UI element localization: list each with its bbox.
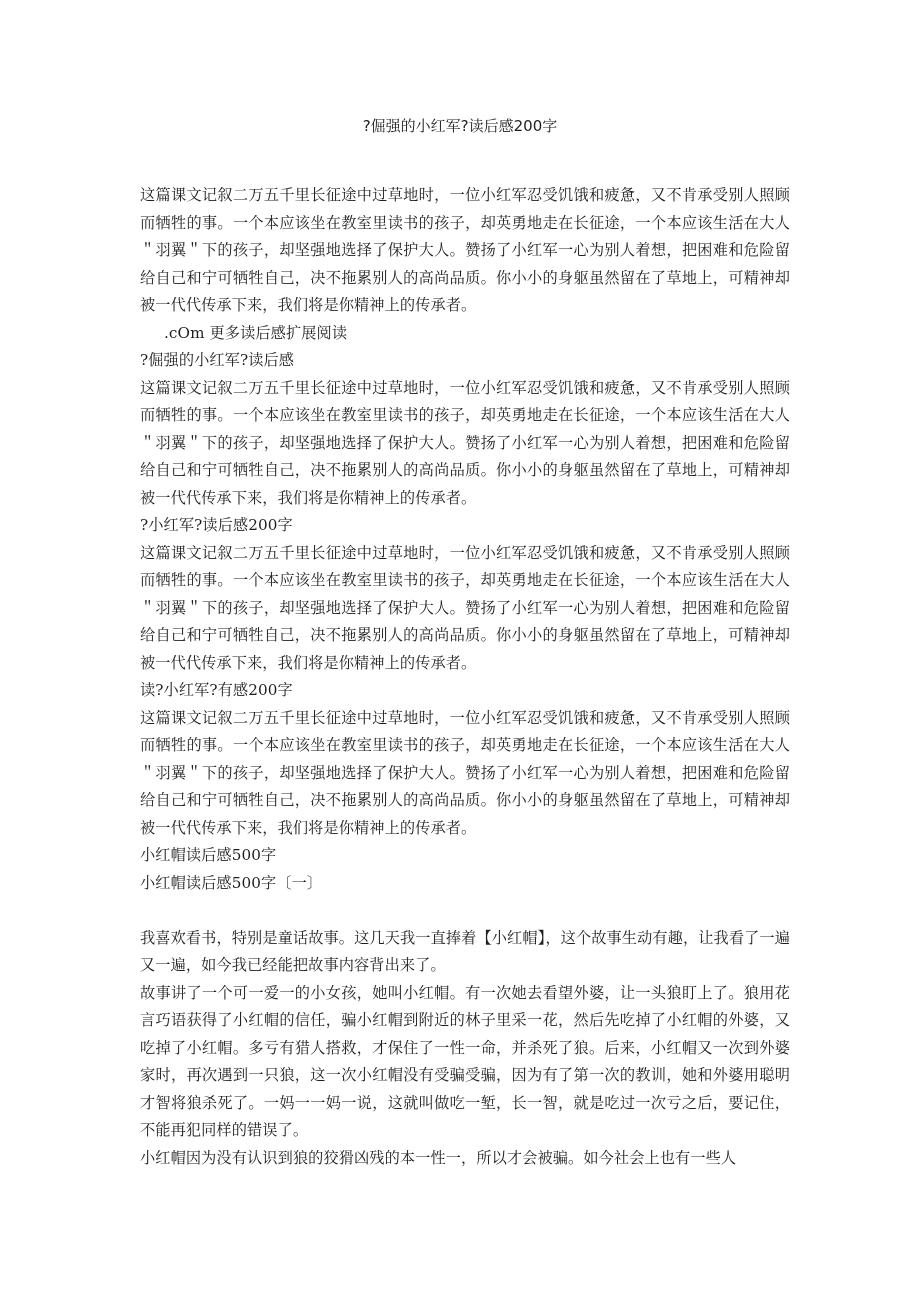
blank-line xyxy=(140,897,790,925)
paragraph: 我喜欢看书，特别是童话故事。这几天我一直捧着【小红帽】，这个故事生动有趣，让我看了一遍又一遍，如今我已经能把故事内容背出来了。 xyxy=(140,928,790,974)
section-heading: ?小红军?读后感200字 xyxy=(140,516,293,534)
section-heading: 读?小红军?有感200字 xyxy=(140,681,293,699)
section-heading: ?倔强的小红军?读后感 xyxy=(140,351,295,369)
more-reading-link[interactable]: .cOm 更多读后感扩展阅读 xyxy=(164,323,348,342)
paragraph: 这篇课文记叙二万五千里长征途中过草地时，一位小红军忍受饥饿和疲惫，又不肯承受别人照顾而牺牲的事。一个本应该坐在教室里读书的孩子，却英勇地走在长征途，一个本应该生活在大人＂羽翼＂下的孩子，却坚强地选择了保护大人。赞扬了小红军一心为别人着想，把困难和危险留给自己和宁可牺牲自己，决不拖累别人的高尚品质。你小小的身躯虽然留在了草地上，可精神却被一代代传承下来，我们将是你精神上的传承者。 xyxy=(140,378,790,507)
paragraph: 这篇课文记叙二万五千里长征途中过草地时，一位小红军忍受饥饿和疲惫，又不肯承受别人照顾而牺牲的事。一个本应该坐在教室里读书的孩子，却英勇地走在长征途，一个本应该生活在大人＂羽翼＂下的孩子，却坚强地选择了保护大人。赞扬了小红军一心为别人着想，把困难和危险留给自己和宁可牺牲自己，决不拖累别人的高尚品质。你小小的身躯虽然留在了草地上，可精神却被一代代传承下来，我们将是你精神上的传承者。 xyxy=(140,543,790,672)
paragraph: 故事讲了一个可一爱一的小女孩，她叫小红帽。有一次她去看望外婆，让一头狼盯上了。狼用花言巧语获得了小红帽的信任，骗小红帽到附近的林子里采一花，然后先吃掉了小红帽的外婆，又吃掉了小红帽。多亏有猎人搭救，才保住了一性一命，并杀死了狼。后来，小红帽又一次到外婆家时，再次遇到一只狼，这一次小红帽没有受骗受骗，因为有了第一次的教训，她和外婆用聪明才智将狼杀死了。一妈一一妈一说，这就叫做吃一堑，长一智，就是吃过一次亏之后，要记住，不能再犯同样的错误了。 xyxy=(140,983,790,1139)
document-title: ?倔强的小红军?读后感200字 xyxy=(362,117,558,135)
paragraph: 这篇课文记叙二万五千里长征途中过草地时，一位小红军忍受饥饿和疲惫，又不肯承受别人照顾而牺牲的事。一个本应该坐在教室里读书的孩子，却英勇地走在长征途，一个本应该生活在大人＂羽翼＂下的孩子，却坚强地选择了保护大人。赞扬了小红军一心为别人着想，把困难和危险留给自己和宁可牺牲自己，决不拖累别人的高尚品质。你小小的身躯虽然留在了草地上，可精神却被一代代传承下来，我们将是你精神上的传承者。 xyxy=(140,708,790,837)
section-heading: 小红帽读后感500字 xyxy=(140,846,277,864)
paragraph: 这篇课文记叙二万五千里长征途中过草地时，一位小红军忍受饥饿和疲惫，又不肯承受别人照顾而牺牲的事。一个本应该坐在教室里读书的孩子，却英勇地走在长征途，一个本应该生活在大人＂羽翼＂下的孩子，却坚强地选择了保护大人。赞扬了小红军一心为别人着想，把困难和危险留给自己和宁可牺牲自己，决不拖累别人的高尚品质。你小小的身躯虽然留在了草地上，可精神却被一代代传承下来，我们将是你精神上的传承者。 xyxy=(140,186,790,314)
section-subheading: 小红帽读后感500字〔一〕 xyxy=(140,873,323,892)
paragraph: 小红帽因为没有认识到狼的狡猾凶残的本一性一，所以才会被骗。如今社会上也有一些人 xyxy=(140,1148,737,1167)
document-body xyxy=(140,182,790,1172)
